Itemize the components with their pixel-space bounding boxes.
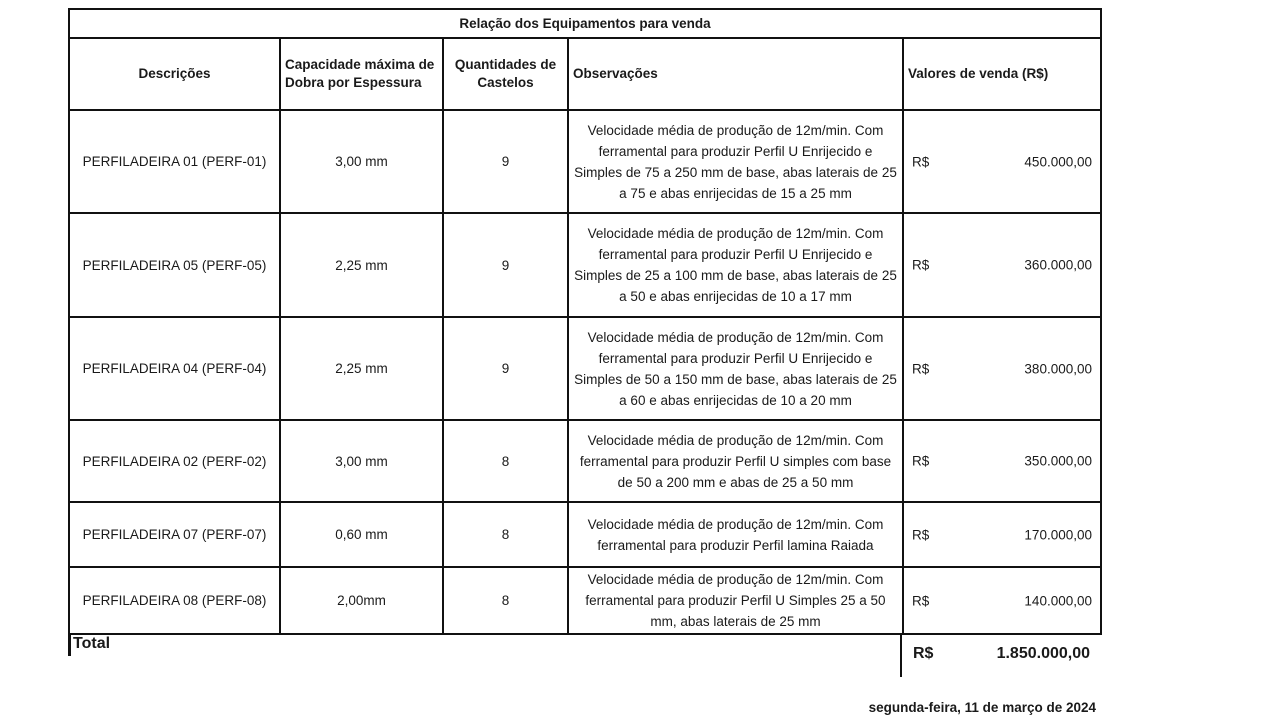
table-row — [69, 567, 1101, 634]
table-title: Relação dos Equipamentos para venda — [69, 9, 1101, 38]
header-row — [69, 38, 1101, 110]
table-row — [69, 502, 1101, 567]
cell-description: PERFILADEIRA 01 (PERF-01) — [69, 110, 280, 213]
cell-price — [903, 213, 1101, 317]
currency-symbol: R$ — [912, 453, 930, 469]
header-description: Descrições — [69, 38, 280, 110]
cell-castles: 9 — [443, 317, 568, 420]
price-amount: 140.000,00 — [1024, 593, 1092, 608]
table-row — [69, 317, 1101, 420]
cell-description: PERFILADEIRA 05 (PERF-05) — [69, 213, 280, 317]
total-currency: R$ — [913, 645, 934, 662]
total-divider — [900, 635, 902, 677]
price-amount: 380.000,00 — [1024, 361, 1092, 376]
cell-capacity: 3,00 mm — [280, 110, 443, 213]
price-amount: 350.000,00 — [1024, 453, 1092, 469]
cell-price — [903, 110, 1101, 213]
cell-description: PERFILADEIRA 07 (PERF-07) — [69, 502, 280, 567]
price-amount: 170.000,00 — [1024, 527, 1092, 542]
document-date: segunda-feira, 11 de março de 2024 — [868, 700, 1096, 715]
cell-castles: 9 — [443, 110, 568, 213]
cell-castles: 8 — [443, 420, 568, 502]
cell-observations: Velocidade média de produção de 12m/min. Com ferramental para produzir Perfil U Enrijecido e Simples de 50 a 150 mm de base, abas laterais de 25 a 60 e abas enrijecidas de 10 a 20 mm — [568, 317, 903, 420]
header-castles: Quantidades de Castelos — [443, 38, 568, 110]
cell-capacity: 2,25 mm — [280, 213, 443, 317]
currency-symbol: R$ — [912, 257, 930, 273]
price-amount: 450.000,00 — [1024, 154, 1092, 169]
currency-symbol: R$ — [912, 154, 930, 169]
cell-castles: 8 — [443, 567, 568, 634]
cell-castles: 9 — [443, 213, 568, 317]
cell-description: PERFILADEIRA 08 (PERF-08) — [69, 567, 280, 634]
currency-symbol: R$ — [912, 361, 930, 376]
total-row — [68, 635, 1100, 679]
cell-capacity: 3,00 mm — [280, 420, 443, 502]
total-label: Total — [68, 634, 110, 656]
currency-symbol: R$ — [912, 593, 930, 608]
table-row — [69, 213, 1101, 317]
header-price: Valores de venda (R$) — [903, 38, 1101, 110]
cell-observations: Velocidade média de produção de 12m/min. Com ferramental para produzir Perfil U simples com base de 50 a 200 mm e abas de 25 a 50 mm — [568, 420, 903, 502]
cell-capacity: 2,25 mm — [280, 317, 443, 420]
cell-capacity: 2,00mm — [280, 567, 443, 634]
total-amount: 1.850.000,00 — [996, 645, 1090, 662]
cell-price — [903, 420, 1101, 502]
price-amount: 360.000,00 — [1024, 257, 1092, 273]
cell-castles: 8 — [443, 502, 568, 567]
table-row — [69, 110, 1101, 213]
cell-observations: Velocidade média de produção de 12m/min. Com ferramental para produzir Perfil U Enrijecido e Simples de 75 a 250 mm de base, abas laterais de 25 a 75 e abas enrijecidas de 15 a 25 mm — [568, 110, 903, 213]
table-row — [69, 420, 1101, 502]
header-capacity: Capacidade máxima de Dobra por Espessura — [280, 38, 443, 110]
cell-price — [903, 502, 1101, 567]
cell-price — [903, 317, 1101, 420]
equipment-sheet — [68, 8, 1100, 679]
cell-observations: Velocidade média de produção de 12m/min. Com ferramental para produzir Perfil U Enrijecido e Simples de 25 a 100 mm de base, abas laterais de 25 a 50 e abas enrijecidas de 10 a 17 mm — [568, 213, 903, 317]
cell-observations: Velocidade média de produção de 12m/min. Com ferramental para produzir Perfil lamina Raiada — [568, 502, 903, 567]
header-observations: Observações — [568, 38, 903, 110]
cell-observations: Velocidade média de produção de 12m/min. Com ferramental para produzir Perfil U Simples 25 a 50 mm, abas laterais de 25 mm — [568, 567, 903, 634]
cell-price — [903, 567, 1101, 634]
cell-description: PERFILADEIRA 02 (PERF-02) — [69, 420, 280, 502]
currency-symbol: R$ — [912, 527, 930, 542]
cell-capacity: 0,60 mm — [280, 502, 443, 567]
cell-description: PERFILADEIRA 04 (PERF-04) — [69, 317, 280, 420]
equipment-table — [68, 8, 1102, 635]
